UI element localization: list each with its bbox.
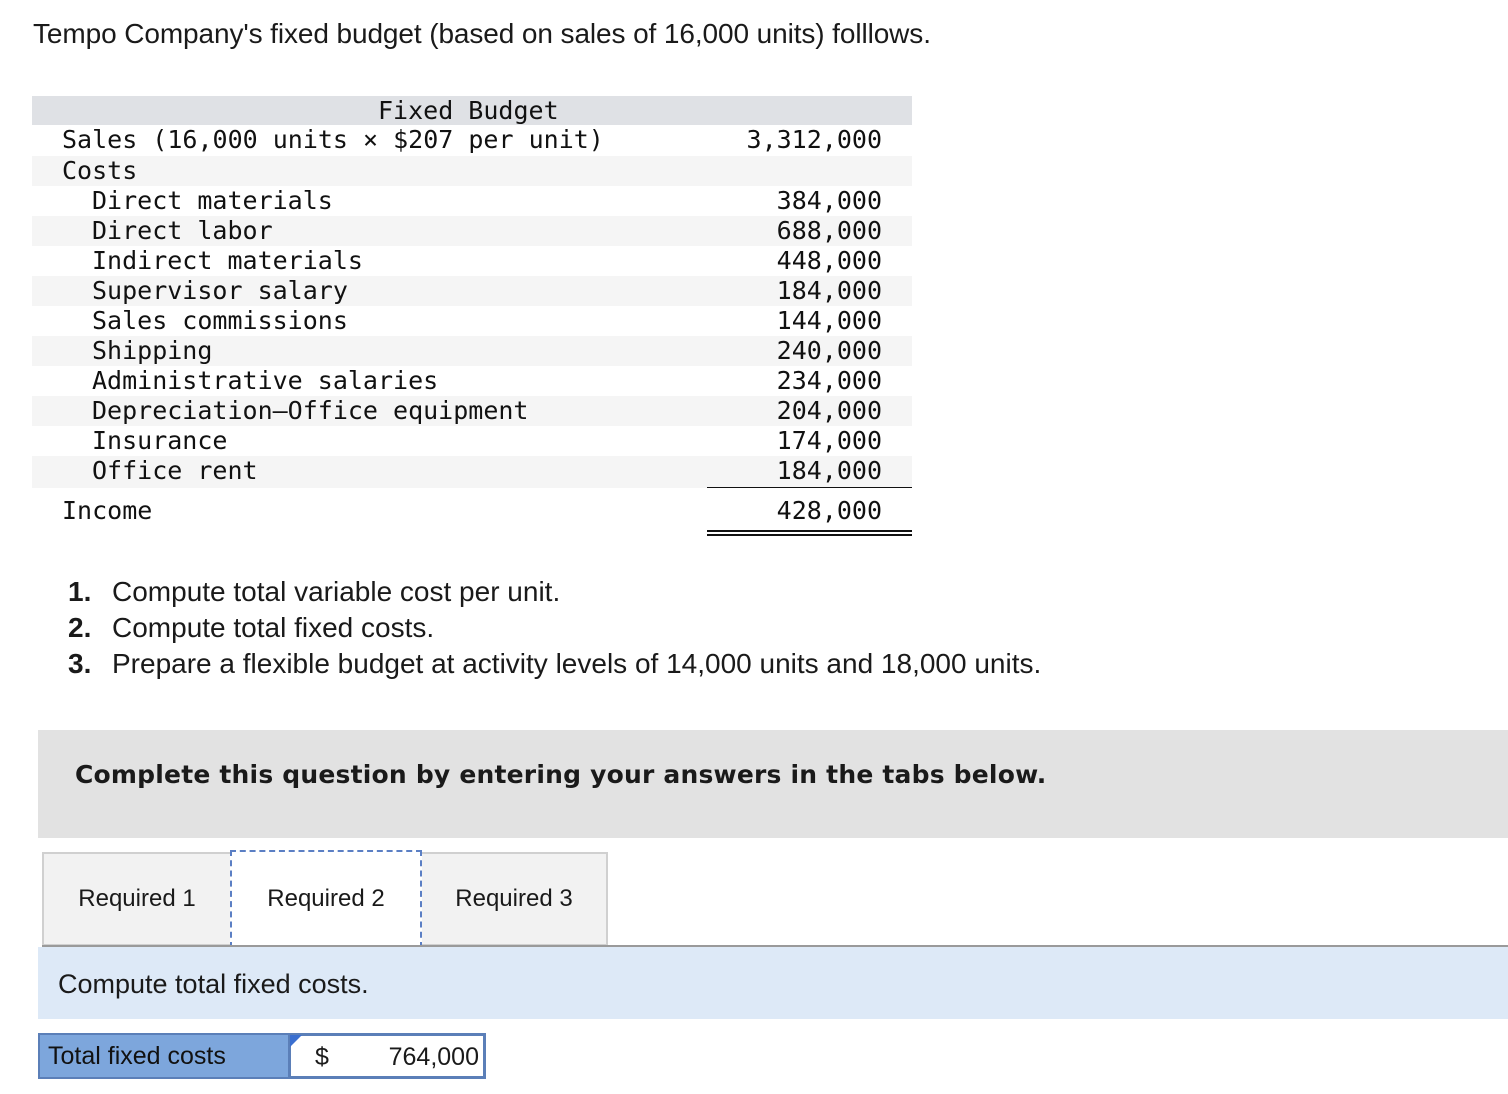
fixed-budget-table — [32, 96, 912, 534]
question-text: Compute total fixed costs. — [112, 612, 435, 643]
cost-row — [32, 456, 912, 488]
cost-amount: 144,000 — [776, 306, 882, 335]
answer-value: 764,000 — [388, 1043, 479, 1071]
cost-amount: 688,000 — [776, 216, 882, 245]
cost-row — [32, 186, 912, 216]
budget-header: Fixed Budget — [378, 96, 559, 125]
cost-row — [32, 276, 912, 306]
total-double-rule — [707, 530, 912, 536]
instruction-text: Complete this question by entering your answers in the tabs below. — [75, 760, 1047, 789]
cost-row — [32, 426, 912, 456]
cost-row — [32, 336, 912, 366]
cost-row — [32, 246, 912, 276]
costs-row — [32, 156, 912, 186]
question-text: Prepare a flexible budget at activity levels of 14,000 units and 18,000 units. — [112, 648, 1042, 679]
cost-amount: 184,000 — [776, 456, 882, 485]
prompt-text: Compute total fixed costs. — [58, 969, 369, 999]
cost-label: Sales commissions — [92, 306, 348, 335]
sales-label: Sales (16,000 units × $207 per unit) — [62, 125, 604, 154]
tab-required-3[interactable]: Required 3 — [422, 852, 608, 946]
cost-amount: 184,000 — [776, 276, 882, 305]
budget-header-row — [32, 96, 912, 125]
cost-row — [32, 396, 912, 426]
currency-symbol: $ — [315, 1043, 329, 1071]
cost-row — [32, 366, 912, 396]
cost-label: Office rent — [92, 456, 258, 485]
cost-amount: 174,000 — [776, 426, 882, 455]
sales-amount: 3,312,000 — [746, 125, 882, 154]
sales-row — [32, 125, 912, 156]
question-list — [68, 574, 1041, 682]
cost-label: Shipping — [92, 336, 213, 365]
answer-flag-icon — [290, 1035, 302, 1047]
tab-required-2[interactable]: Required 2 — [230, 850, 422, 948]
tab-required-1[interactable]: Required 1 — [42, 852, 230, 946]
problem-intro: Tempo Company's fixed budget (based on sales of 16,000 units) folllows. — [33, 18, 931, 49]
costs-label: Costs — [62, 156, 138, 185]
cost-row — [32, 306, 912, 336]
cost-amount: 240,000 — [776, 336, 882, 365]
total-fixed-costs-input[interactable] — [288, 1033, 486, 1079]
cost-label: Supervisor salary — [92, 276, 348, 305]
question-number: 1. — [68, 576, 92, 607]
prompt-panel — [38, 947, 1508, 1019]
cost-amount: 384,000 — [776, 186, 882, 215]
cost-label: Insurance — [92, 426, 228, 455]
question-item — [68, 574, 1041, 610]
question-number: 2. — [68, 612, 92, 643]
cost-label: Depreciation—Office equipment — [92, 396, 529, 425]
cost-label: Administrative salaries — [92, 366, 439, 395]
income-row — [32, 488, 912, 534]
cost-amount: 204,000 — [776, 396, 882, 425]
total-fixed-costs-label: Total fixed costs — [38, 1033, 290, 1079]
instruction-banner — [38, 730, 1508, 838]
income-label: Income — [62, 496, 153, 525]
question-number: 3. — [68, 648, 92, 679]
cost-label: Direct labor — [92, 216, 273, 245]
income-amount: 428,000 — [776, 496, 882, 525]
cost-amount: 234,000 — [776, 366, 882, 395]
question-item — [68, 610, 1041, 646]
cost-amount: 448,000 — [776, 246, 882, 275]
question-item — [68, 646, 1041, 682]
cost-label: Direct materials — [92, 186, 333, 215]
cost-label: Indirect materials — [92, 246, 363, 275]
question-text: Compute total variable cost per unit. — [112, 576, 561, 607]
cost-row — [32, 216, 912, 246]
